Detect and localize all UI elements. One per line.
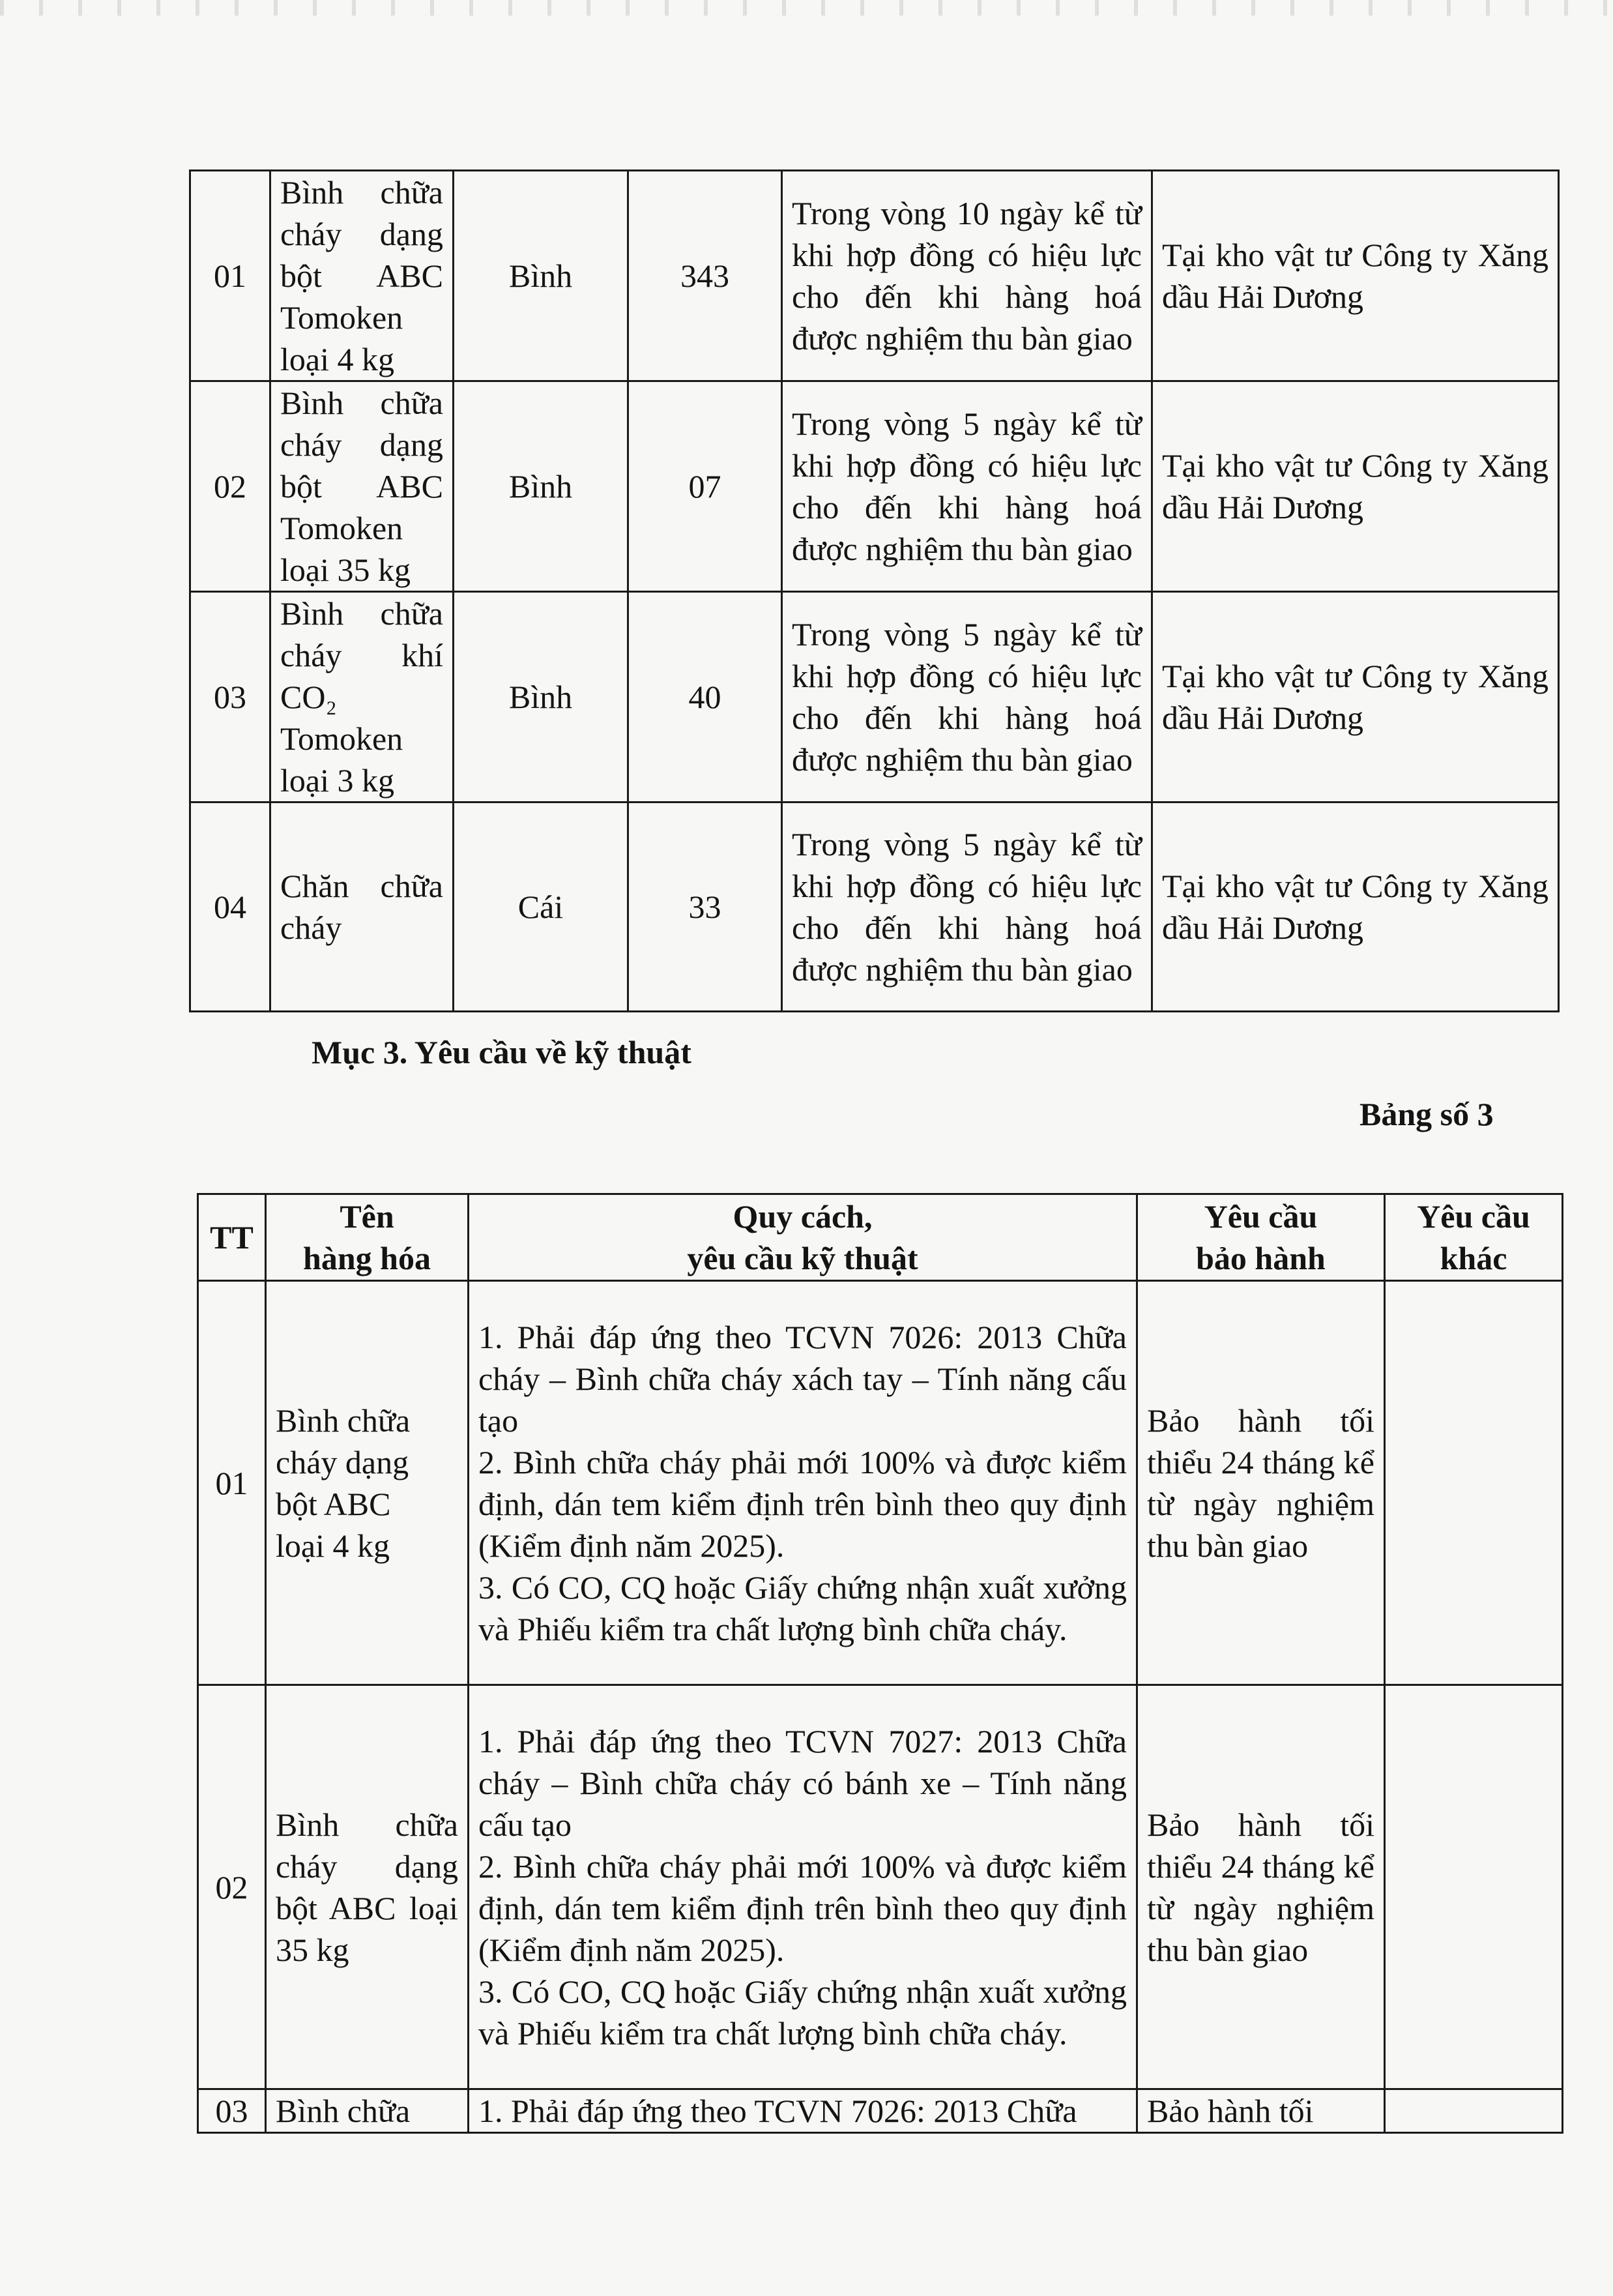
unit: Bình (454, 171, 628, 381)
spec-item: 1. Phải đáp ứng theo TCVN 7026: 2013 Chữa cháy – Bình chữa cháy xách tay – Tính năng cấu tạo (478, 1318, 1127, 1439)
spec-cell (469, 2089, 1137, 2133)
table-row (190, 171, 1559, 381)
quantity: 343 (628, 171, 782, 381)
warranty: Bảo hành tối thiểu 24 tháng kể từ ngày nghiệm thu bàn giao (1137, 1281, 1385, 1685)
header-name: Tên hàng hóa (266, 1194, 469, 1281)
spec-cell (469, 1685, 1137, 2089)
spec-item: 3. Có CO, CQ hoặc Giấy chứng nhận xuất xưởng và Phiếu kiểm tra chất lượng bình chữa cháy. (478, 1568, 1127, 1647)
quantity: 33 (628, 802, 782, 1012)
quantity: 40 (628, 592, 782, 802)
table-row (190, 381, 1559, 592)
spec-item: 1. Phải đáp ứng theo TCVN 7026: 2013 Chữa (478, 2093, 1077, 2129)
item-name: Bình chữa cháy dạng bột ABC Tomoken loại 35 kg (270, 381, 454, 592)
spec-item: 2. Bình chữa cháy phải mới 100% và được kiểm định, dán tem kiểm định trên bình theo quy định (Kiểm định năm 2025). (478, 1847, 1127, 1968)
row-number: 02 (190, 381, 270, 592)
item-name: Bình chữa cháy khí CO₂ Tomoken loại 3 kg (270, 592, 454, 802)
table-row (198, 1281, 1563, 1685)
section-title: Mục 3. Yêu cầu về kỹ thuật (312, 1034, 691, 1070)
other-requirements (1385, 1685, 1563, 2089)
row-number: 02 (198, 1685, 266, 2089)
header-tt: TT (198, 1194, 266, 1281)
header-warranty: Yêu cầu bảo hành (1137, 1194, 1385, 1281)
delivery-place: Tại kho vật tư Công ty Xăng dầu Hải Dương (1152, 802, 1559, 1012)
header-spec: Quy cách, yêu cầu kỹ thuật (469, 1194, 1137, 1281)
row-number: 03 (198, 2089, 266, 2133)
unit: Bình (454, 592, 628, 802)
item-name (266, 1281, 469, 1685)
other-requirements (1385, 1281, 1563, 1685)
spec-cell (469, 1281, 1137, 1685)
delivery-place: Tại kho vật tư Công ty Xăng dầu Hải Dương (1152, 592, 1559, 802)
item-name-line: Bình chữa (276, 2093, 411, 2129)
delivery-time: Trong vòng 5 ngày kể từ khi hợp đồng có hiệu lực cho đến khi hàng hoá được nghiệm thu bàn giao (782, 802, 1152, 1012)
other-requirements (1385, 2089, 1563, 2133)
item-name-line: loại 4 kg (276, 1527, 390, 1564)
table-row (190, 802, 1559, 1012)
item-name-line: Bình chữa (276, 1402, 411, 1439)
table-row (198, 2089, 1563, 2133)
delivery-time: Trong vòng 10 ngày kể từ khi hợp đồng có hiệu lực cho đến khi hàng hoá được nghiệm thu bàn giao (782, 171, 1152, 381)
spec-item: 2. Bình chữa cháy phải mới 100% và được kiểm định, dán tem kiểm định trên bình theo quy định (Kiểm định năm 2025). (478, 1443, 1127, 1564)
spec-item: 3. Có CO, CQ hoặc Giấy chứng nhận xuất xưởng và Phiếu kiểm tra chất lượng bình chữa cháy. (478, 1973, 1127, 2052)
quantity: 07 (628, 381, 782, 592)
header-other: Yêu cầu khác (1385, 1194, 1563, 1281)
table-header-row (198, 1194, 1563, 1281)
item-name: Bình chữa cháy dạng bột ABC Tomoken loại 4 kg (270, 171, 454, 381)
unit: Cái (454, 802, 628, 1012)
spec-item: 1. Phải đáp ứng theo TCVN 7027: 2013 Chữa cháy – Bình chữa cháy có bánh xe – Tính năng cấu tạo (478, 1722, 1127, 1843)
item-name: Chăn chữa cháy (270, 802, 454, 1012)
delivery-place: Tại kho vật tư Công ty Xăng dầu Hải Dương (1152, 381, 1559, 592)
warranty: Bảo hành tối (1137, 2089, 1385, 2133)
technical-requirements-table (197, 1193, 1563, 2134)
unit: Bình (454, 381, 628, 592)
table-row (198, 1685, 1563, 2089)
item-name-line: Bình chữa cháy dạng bột ABC loại 35 kg (276, 1806, 458, 1968)
item-name-line: cháy dạng (276, 1443, 409, 1480)
row-number: 01 (198, 1281, 266, 1685)
table-row (190, 592, 1559, 802)
row-number: 04 (190, 802, 270, 1012)
item-name (266, 2089, 469, 2133)
item-name (266, 1685, 469, 2089)
delivery-schedule-table (189, 169, 1560, 1012)
delivery-time: Trong vòng 5 ngày kể từ khi hợp đồng có hiệu lực cho đến khi hàng hoá được nghiệm thu bàn giao (782, 592, 1152, 802)
delivery-place: Tại kho vật tư Công ty Xăng dầu Hải Dương (1152, 171, 1559, 381)
row-number: 01 (190, 171, 270, 381)
scan-edge-artifact (0, 0, 1613, 16)
row-number: 03 (190, 592, 270, 802)
delivery-time: Trong vòng 5 ngày kể từ khi hợp đồng có hiệu lực cho đến khi hàng hoá được nghiệm thu bàn giao (782, 381, 1152, 592)
warranty: Bảo hành tối thiểu 24 tháng kể từ ngày nghiệm thu bàn giao (1137, 1685, 1385, 2089)
table-label: Bảng số 3 (1359, 1096, 1494, 1132)
item-name-line: bột ABC (276, 1485, 391, 1522)
